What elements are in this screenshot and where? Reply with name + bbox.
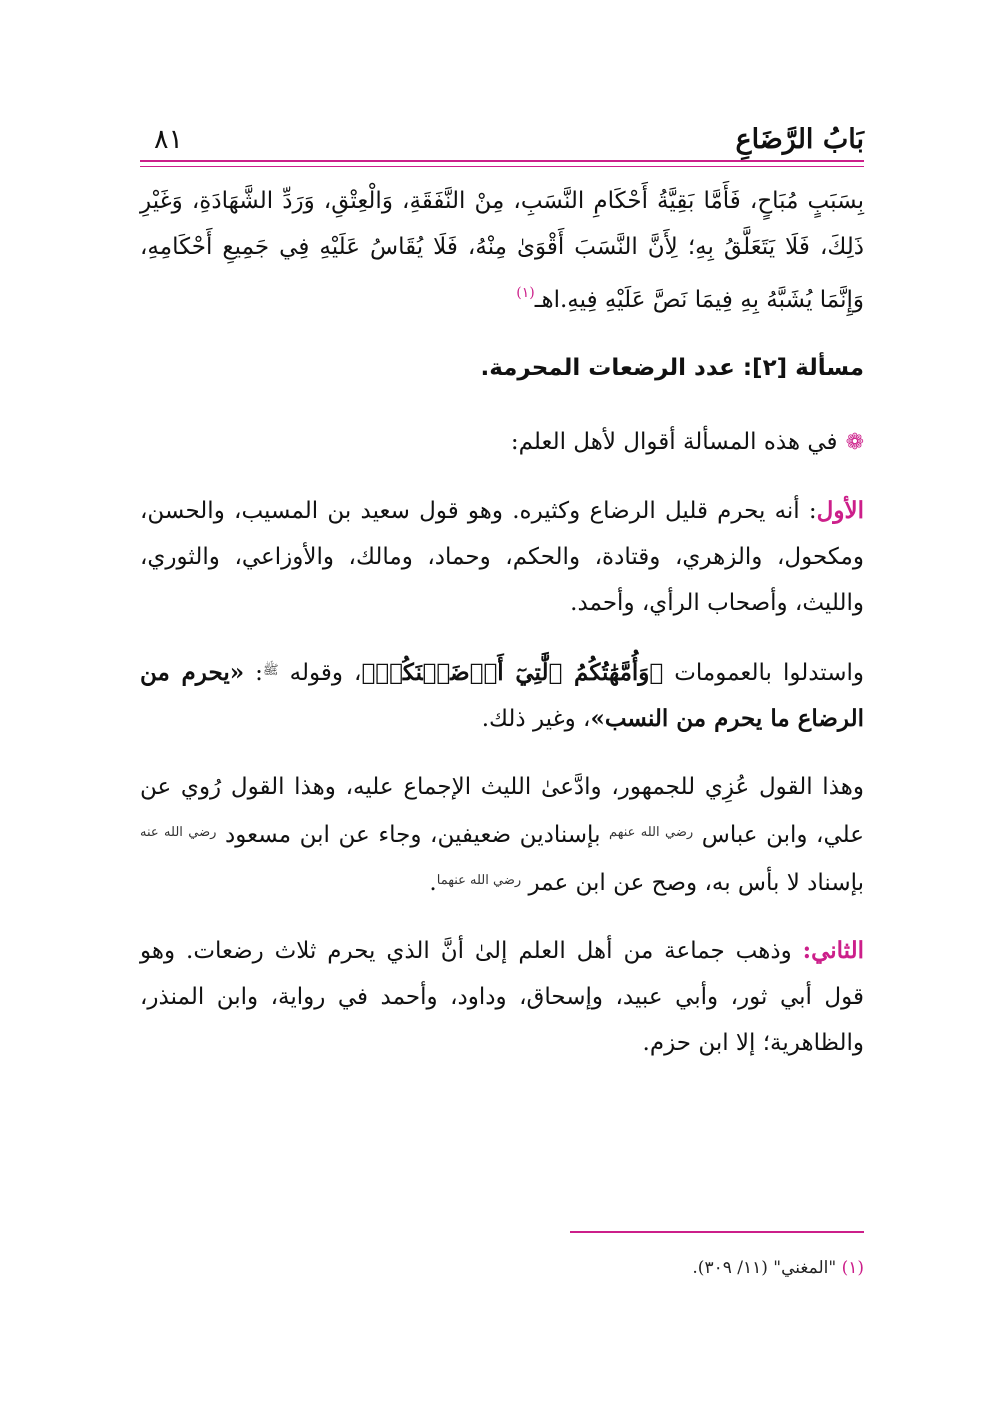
jumhur-text-b: بإسنادين ضعيفين، وجاء عن ابن مسعود bbox=[216, 822, 610, 848]
paragraph-text: بِسَبَبٍ مُبَاحٍ، فَأَمَّا بَقِيَّةُ أَحْكَامِ النَّسَبِ، مِنْ النَّفَقَةِ، وَالْعِتْقِ، وَرَدِّ الشَّهَادَةِ، وَغَيْرِ ذَلِكَ، فَلَا يَتَعَلَّقُ بِهِ؛ لِأَنَّ النَّسَبَ أَقْوَىٰ مِنْهُ، فَلَا يُقَاسُ عَلَيْهِ فِي جَمِيعِ أَحْكَامِهِ، وَإِنَّمَا يُشَبَّهُ بِهِ فِيمَا نَصَّ عَلَيْهِ فِيهِ.اهـ bbox=[140, 188, 864, 313]
footnote-number: (١) bbox=[841, 1258, 864, 1278]
jumhur-paragraph bbox=[140, 764, 864, 906]
jumhur-text-c: بإسناد لا بأس به، وصح عن ابن عمر bbox=[521, 870, 864, 896]
masala-heading bbox=[140, 345, 864, 391]
hadith-quote: «يحرم من الرضاع ما يحرم من النسب» bbox=[140, 659, 864, 732]
evidence-paragraph bbox=[140, 648, 864, 742]
honorific-glyph: رضي الله عنهم bbox=[609, 825, 694, 840]
evidence-end: ، وغير ذلك. bbox=[481, 706, 591, 732]
jumhur-text-a: وهذا القول عُزِي للجمهور، وادَّعىٰ الليث الإجماع عليه، وهذا القول رُوي عن علي، وابن عباس bbox=[140, 774, 864, 848]
second-opinion-paragraph bbox=[140, 928, 864, 1066]
second-opinion-label: الثاني: bbox=[802, 937, 864, 964]
masala-label: مسألة [٢]: bbox=[742, 355, 864, 381]
footnote bbox=[692, 1258, 864, 1278]
quran-verse: ﴿وَأُمَّهَٰتُكُمُ ٱلَّٰتِيٓ أَرۡضَعۡنَكُمۡ﴾ bbox=[361, 659, 664, 686]
page-body bbox=[140, 178, 864, 1088]
evidence-intro: واستدلوا بالعمومات bbox=[663, 660, 865, 686]
header-rule bbox=[140, 160, 864, 162]
evidence-connector: ، وقوله bbox=[278, 660, 362, 686]
intro-text: في هذه المسألة أقوال لأهل العلم: bbox=[510, 429, 838, 455]
honorific-glyph: رضي الله عنهما bbox=[436, 873, 522, 888]
first-opinion-label: الأول bbox=[816, 497, 864, 524]
flower-ornament-icon: ❁ bbox=[845, 430, 864, 455]
evidence-colon: : bbox=[244, 660, 263, 686]
first-opinion-text: : أنه يحرم قليل الرضاع وكثيره. وهو قول سعيد بن المسيب، والحسن، ومكحول، والزهري، وقتادة، والحكم، وحماد، ومالك، والأوزاعي، والثوري، والليث، وأصحاب الرأي، وأحمد. bbox=[140, 498, 864, 616]
honorific-glyph: رضي الله عنه bbox=[140, 825, 217, 840]
header-rule-thin bbox=[140, 166, 864, 167]
paragraph-continuation bbox=[140, 178, 864, 323]
footnote-text: "المغني" (١١/ ٣٠٩). bbox=[692, 1258, 842, 1278]
salawat-glyph: ﷺ bbox=[262, 663, 279, 678]
page-header bbox=[140, 112, 864, 172]
first-opinion-paragraph bbox=[140, 488, 864, 626]
chapter-title: بَابُ الرَّضَاعِ bbox=[735, 124, 864, 155]
footnote-separator bbox=[570, 1231, 864, 1233]
intro-paragraph bbox=[140, 419, 864, 466]
page-number: ٨١ bbox=[154, 124, 184, 155]
footnote-reference: (١) bbox=[516, 285, 535, 301]
second-opinion-text: وذهب جماعة من أهل العلم إلىٰ أنَّ الذي يحرم ثلاث رضعات. وهو قول أبي ثور، وأبي عبيد، وإسحاق، وداود، وأحمد في رواية، وابن المنذر، والظاهرية؛ إلا ابن حزم. bbox=[140, 938, 864, 1056]
masala-title: عدد الرضعات المحرمة. bbox=[480, 355, 735, 381]
jumhur-text-d: . bbox=[429, 870, 437, 896]
